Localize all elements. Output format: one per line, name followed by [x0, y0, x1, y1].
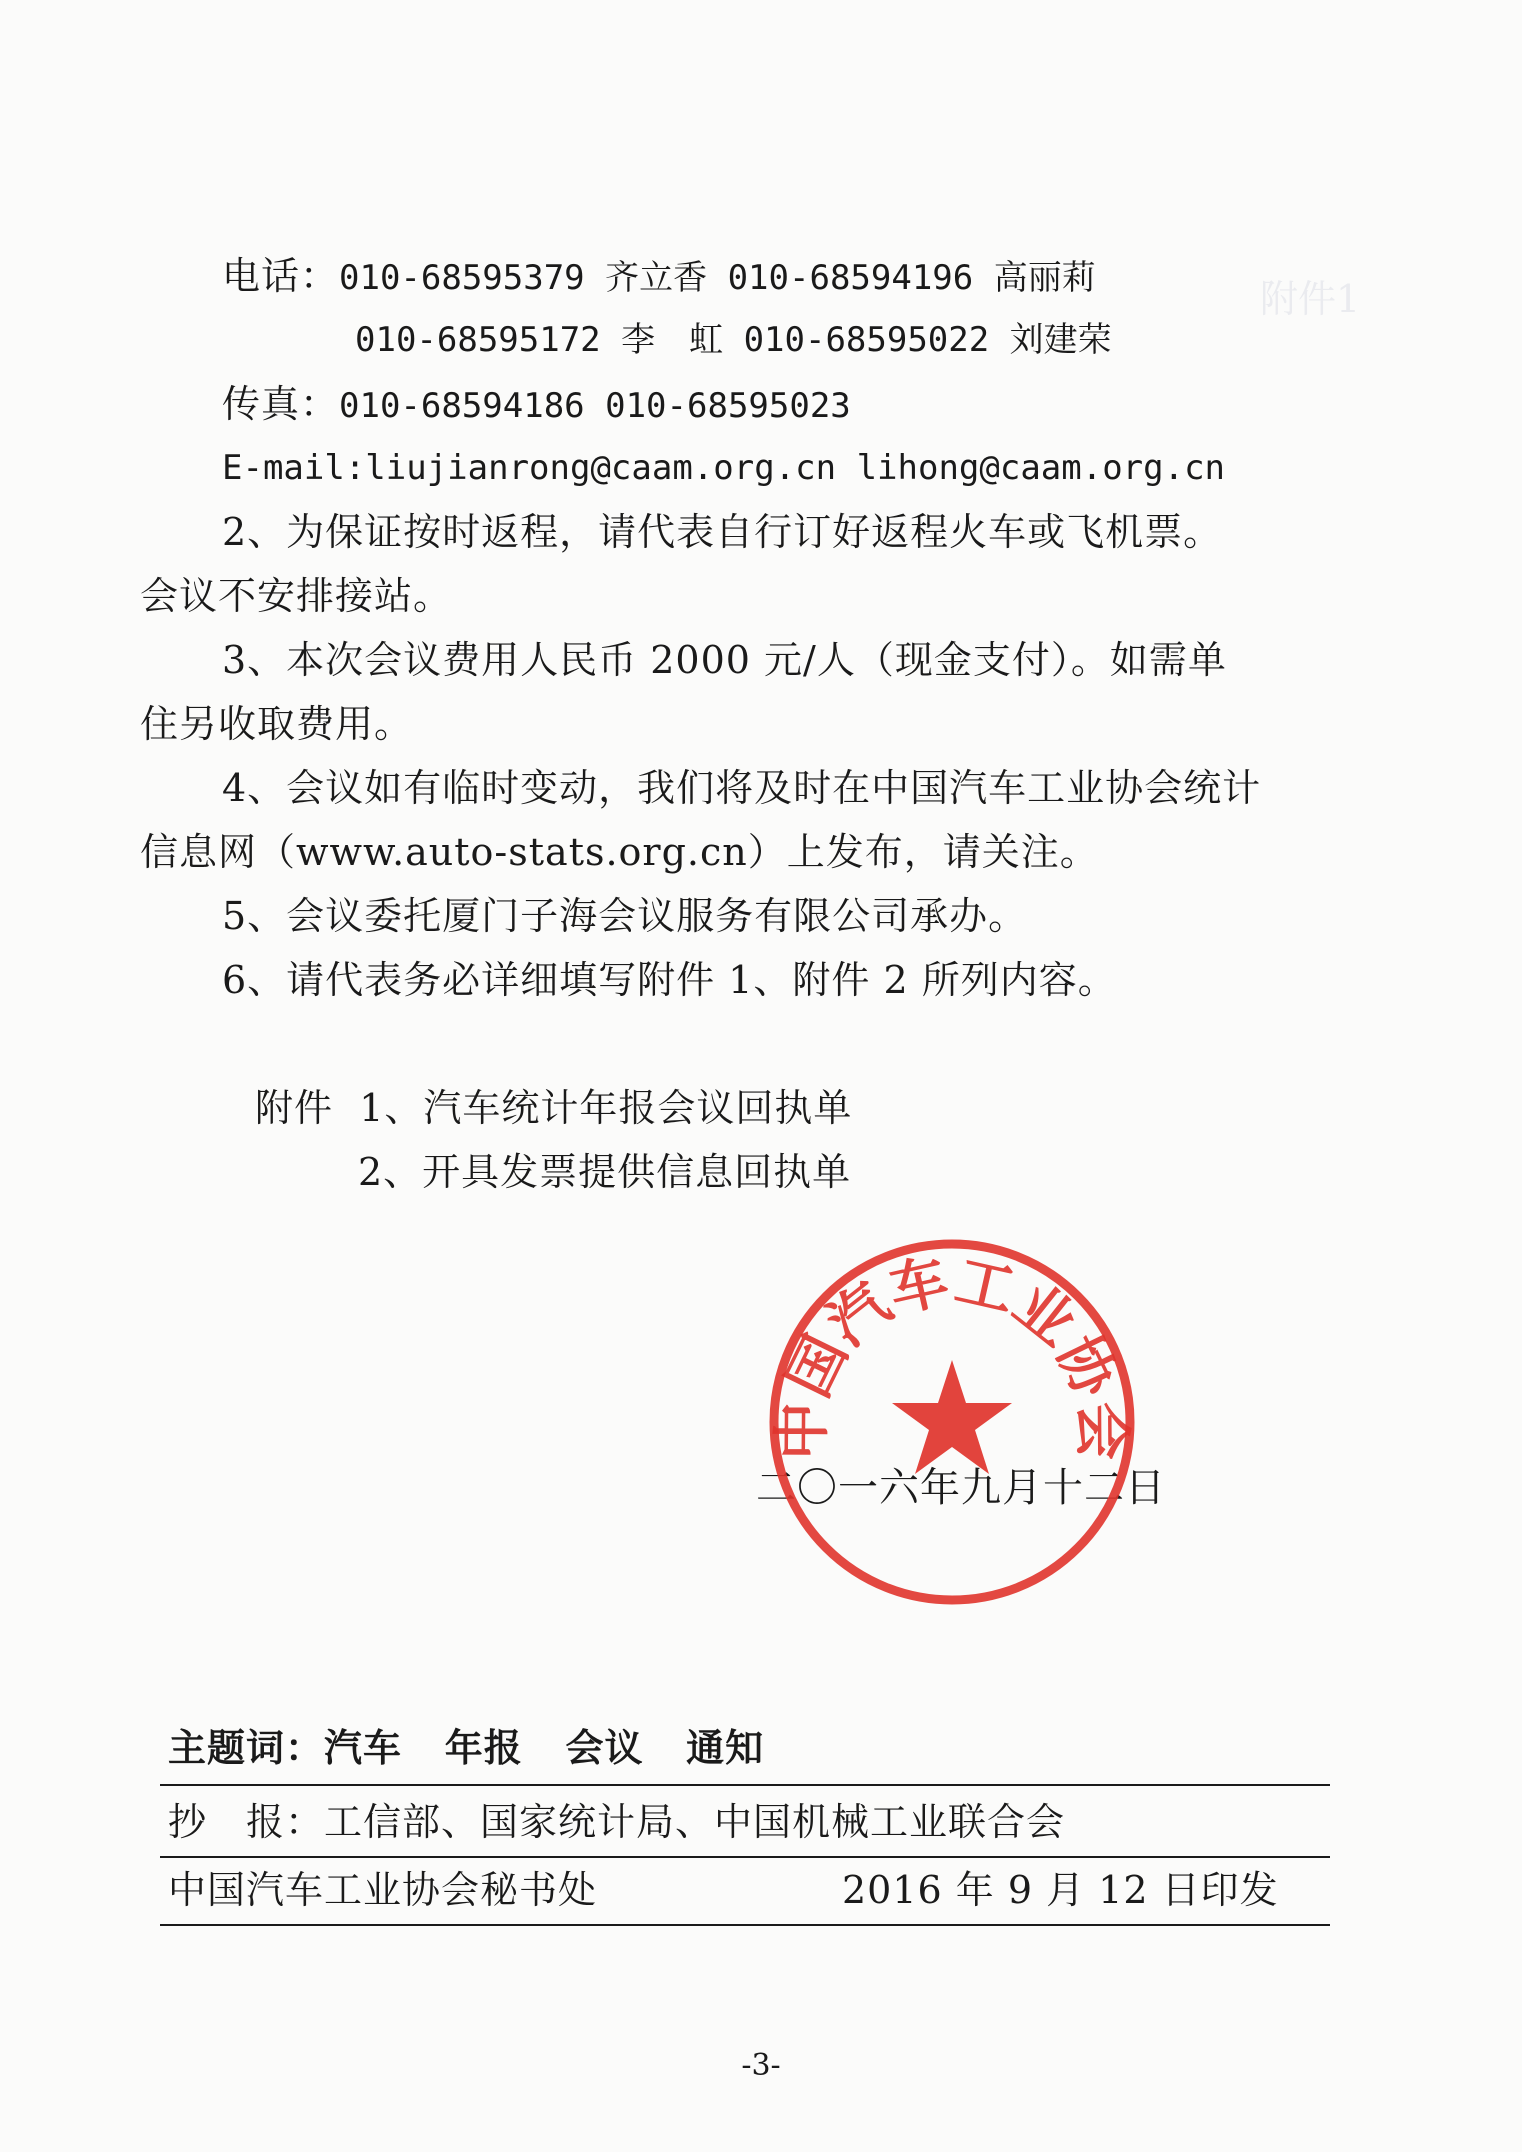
keyword-3: 会议	[565, 1726, 644, 1770]
cc-line	[168, 1796, 1065, 1848]
fax-numbers: 010-68594186 010-68595023	[339, 386, 851, 426]
footer-rule-3	[160, 1924, 1330, 1926]
seal-star-icon	[892, 1360, 1012, 1474]
attachment-1	[255, 1082, 852, 1134]
issuer: 中国汽车工业协会秘书处	[168, 1868, 598, 1912]
official-seal-stamp	[762, 1232, 1142, 1612]
phone-line-1	[222, 250, 1096, 304]
item-3-line-1: 3、本次会议费用人民币 2000 元/人（现金支付）。如需单	[222, 638, 1227, 682]
cc-label: 抄 报：	[168, 1800, 325, 1844]
document-date: 二〇一六年九月十二日	[756, 1465, 1166, 1511]
keywords-label: 主题词：	[168, 1726, 325, 1770]
footer-rule-2	[160, 1856, 1330, 1858]
item-2-line-1: 2、为保证按时返程，请代表自行订好返程火车或飞机票。	[222, 510, 1223, 554]
keyword-1: 汽车	[324, 1726, 403, 1770]
cc-recipients: 工信部、国家统计局、中国机械工业联合会	[324, 1800, 1066, 1844]
phone-numbers-1: 010-68595379 齐立香 010-68594196 高丽莉	[339, 258, 1096, 298]
keywords-line	[168, 1722, 764, 1774]
svg-text:中国汽车工业协会: 中国汽车工业协会	[767, 1246, 1137, 1461]
item-4-line-2: 信息网（www.auto-stats.org.cn）上发布，请关注。	[140, 830, 1099, 874]
footer-rule-1	[160, 1784, 1330, 1786]
keyword-4: 通知	[686, 1726, 765, 1770]
phone-label: 电话：	[222, 254, 340, 298]
item-2-line-2: 会议不安排接站。	[140, 574, 453, 618]
phone-line-2: 010-68595172 李 虹 010-68595022 刘建荣	[355, 320, 1112, 360]
email-label: E-mail:	[222, 448, 366, 488]
email-addresses: liujianrong@caam.org.cn lihong@caam.org.cn	[365, 448, 1226, 488]
email-line	[222, 442, 1225, 494]
keyword-2: 年报	[444, 1726, 523, 1770]
item-3-line-2: 住另收取费用。	[140, 702, 414, 746]
attachment-label: 附件	[255, 1086, 334, 1130]
bleed-through-texture: 附件1	[1260, 277, 1361, 321]
fax-line	[222, 378, 851, 432]
attachment-2: 2、开具发票提供信息回执单	[358, 1150, 852, 1194]
item-6: 6、请代表务必详细填写附件 1、附件 2 所列内容。	[222, 958, 1117, 1002]
item-4-line-1: 4、会议如有临时变动，我们将及时在中国汽车工业协会统计	[222, 766, 1262, 810]
attachment-1-text: 1、汽车统计年报会议回执单	[359, 1086, 853, 1130]
item-5: 5、会议委托厦门子海会议服务有限公司承办。	[222, 894, 1028, 938]
fax-label: 传真：	[222, 382, 340, 426]
issued-date: 2016 年 9 月 12 日印发	[842, 1868, 1279, 1912]
page-number: -3-	[741, 2048, 781, 2083]
